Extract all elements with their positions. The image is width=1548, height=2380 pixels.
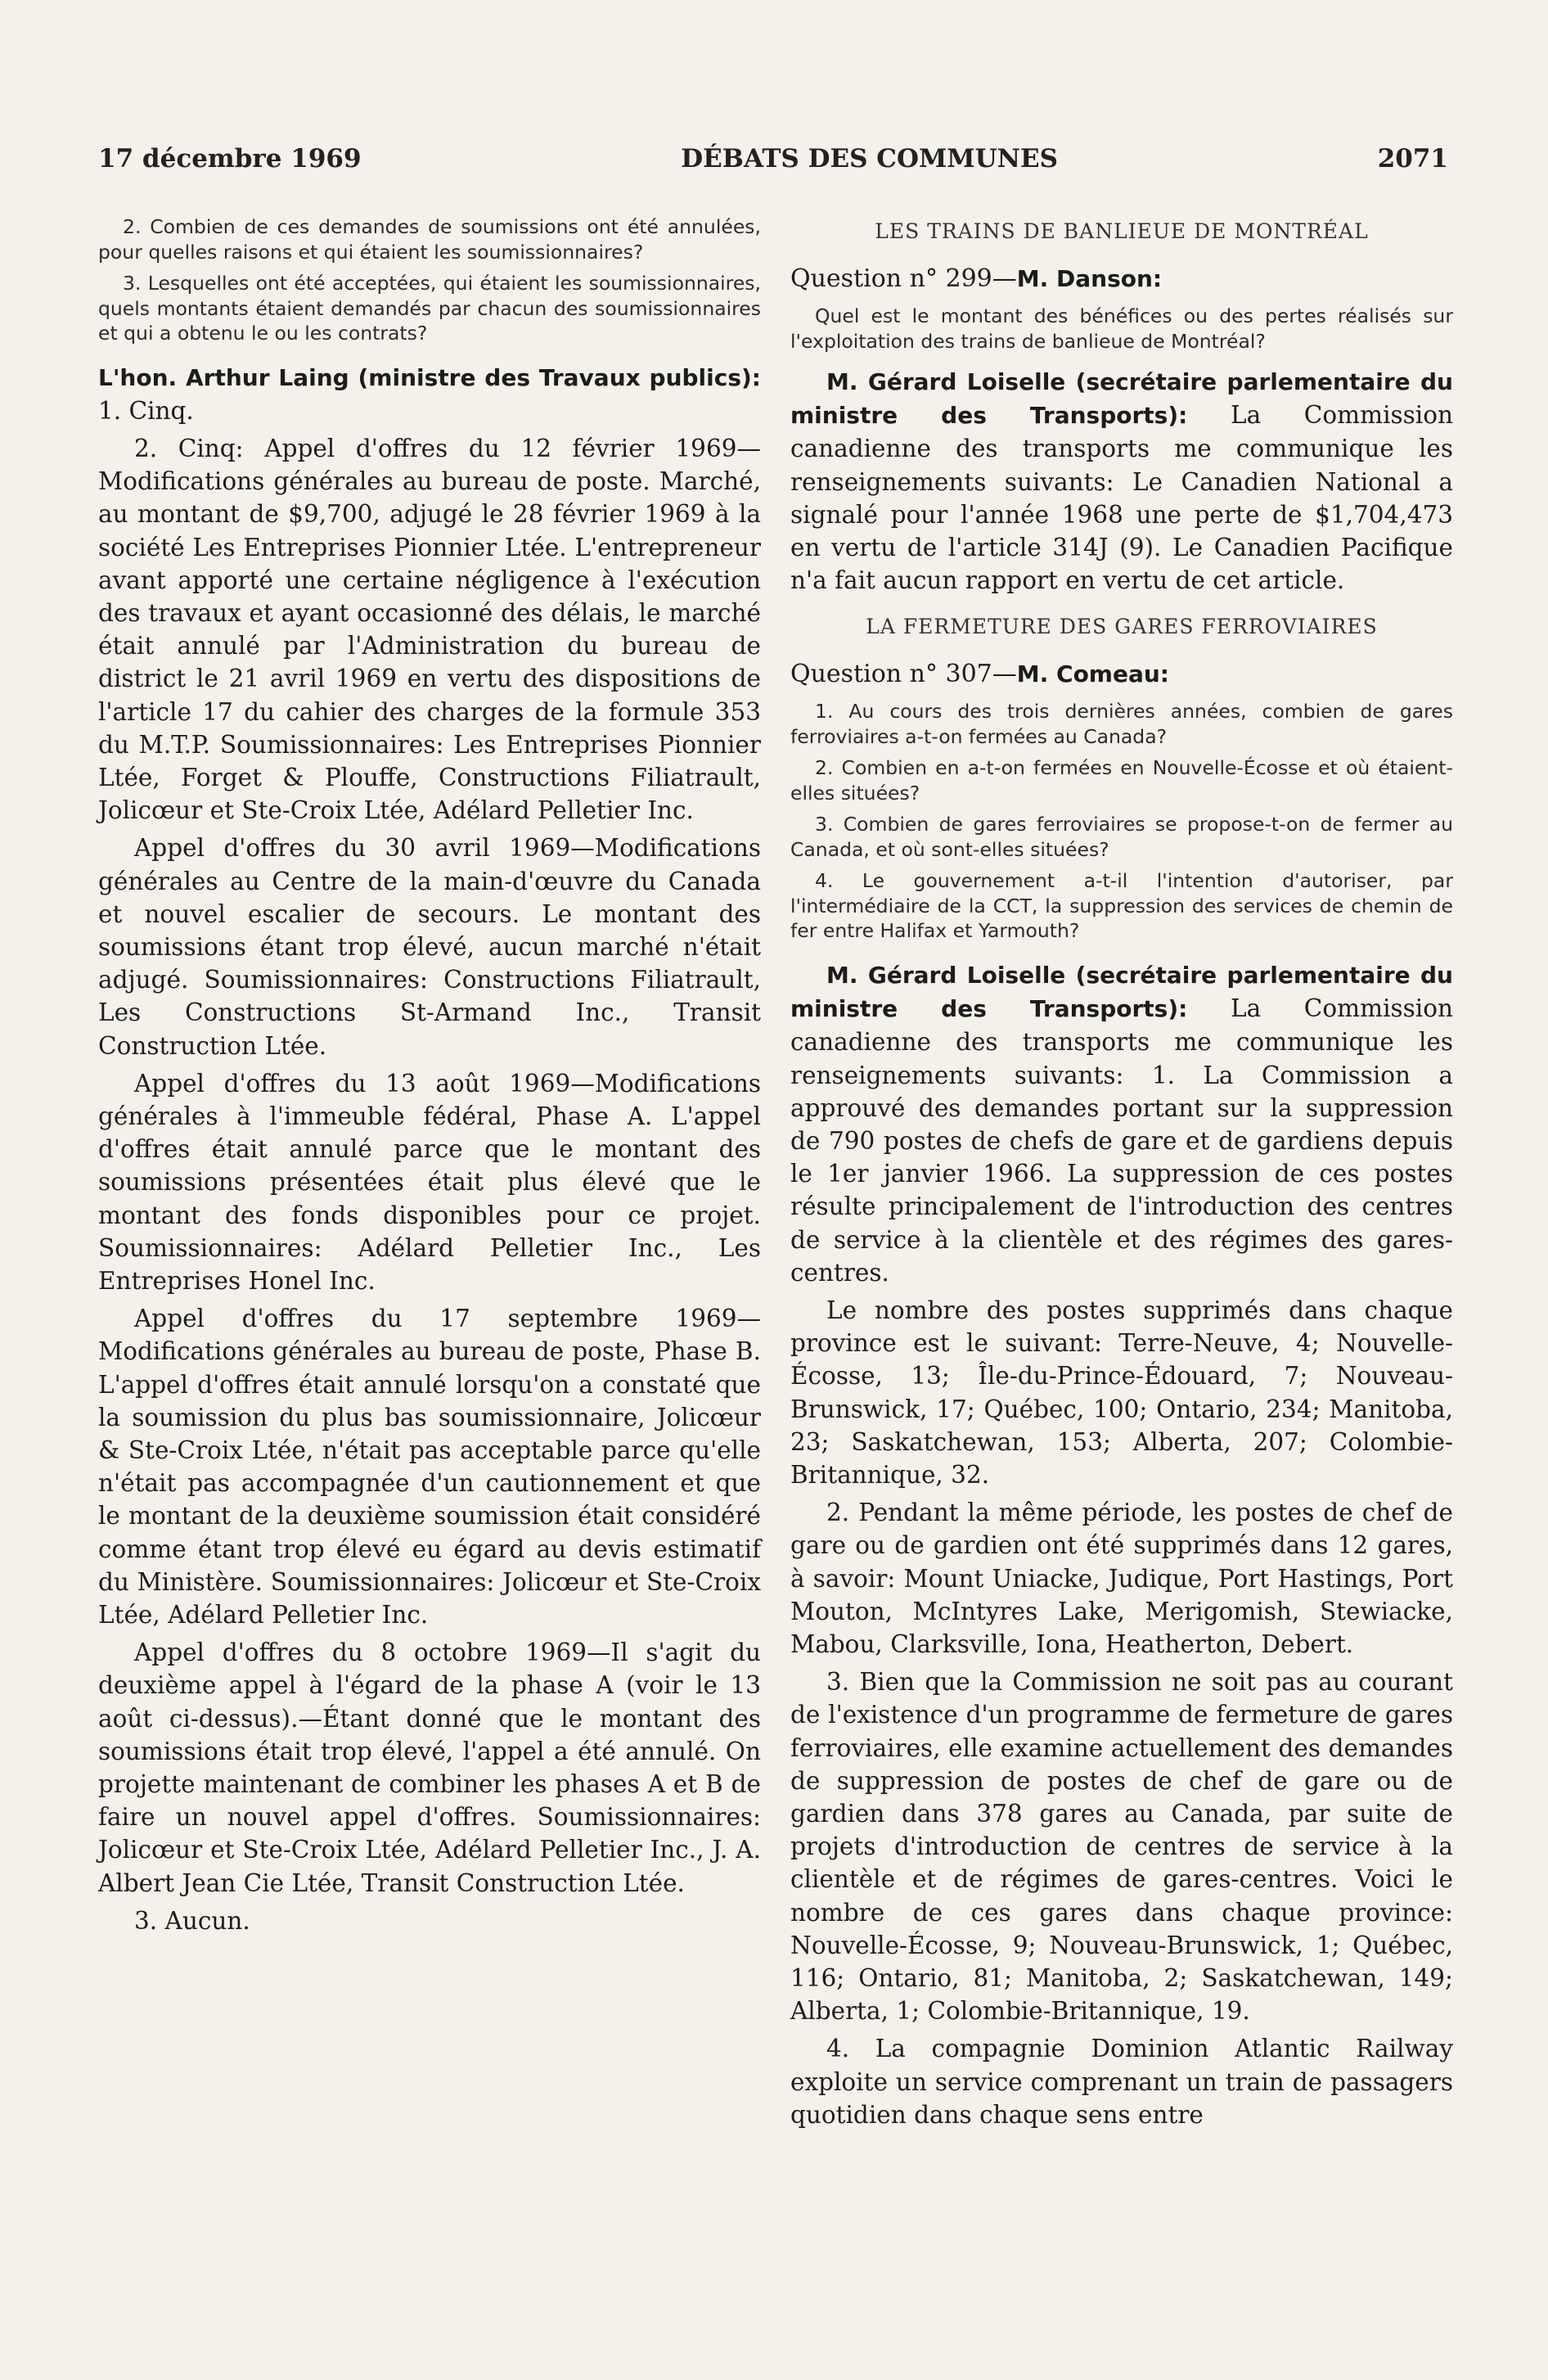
paragraph: 4. La compagnie Dominion Atlantic Railway exploite un service comprenant un train de passagers quotidien dans chaque sens entre [790, 2035, 1453, 2129]
paragraph: Le nombre des postes supprimés dans chaque province est le suivant: Terre-Neuve, 4; Nouvelle-Écosse, 13; Île-du-Prince-Édouard, 7; Nouveau-Brunswick, 17; Québec, 100; Ontario, 234; Manitoba, 23; Saskatchewan, 153; Alberta, 207; Colombie-Britannique, 32. [790, 1296, 1453, 1489]
paragraph: 3. Aucun. [134, 1906, 250, 1935]
paragraph: 2. Pendant la même période, les postes de chef de gare ou de gardien ont été supprimés dans 12 gares, à savoir: Mount Uniacke, Judique, Port Hastings, Port Mouton, McIntyres Lake, Merigomish, Stewiacke, Mabou, Clarksville, Iona, Heatherton, Debert. [790, 1499, 1453, 1658]
answer-laing [98, 361, 761, 427]
question-author: M. Comeau: [1016, 660, 1169, 688]
question-author: M. Danson: [1016, 265, 1163, 292]
answer-text: La Commission canadienne des transports me communique les renseignements suivants: Le Canadien National a signalé pour l'année 1968 une perte de $1,704,473 en vertu de l'article 314J (9). Le Canadien Pacifique n'a fait aucun rapport en vertu de cet article. [790, 401, 1453, 595]
section-heading: LES TRAINS DE BANLIEUE DE MONTRÉAL [875, 219, 1369, 243]
question-299-heading [790, 263, 1453, 295]
paragraph: Appel d'offres du 30 avril 1969—Modifications générales au Centre de la main-d'œuvre du Canada et nouvel escalier de secours. Le montant des soumissions étant trop élevé, aucun marché n'était adjugé. Soumissionnaires: Constructions Filiatrault, Les Constructions St-Armand Inc., Transit Construction Ltée. [98, 834, 761, 1060]
answer-laing-text: 1. Cinq. [98, 396, 194, 425]
page-header [98, 144, 1448, 185]
paragraph: Appel d'offres du 13 août 1969—Modifications générales à l'immeuble fédéral, Phase A. L'appel d'offres était annulé parce que le montant des soumissions présentées était plus élevé que le montant des fonds disponibles pour ce projet. Soumissionnaires: Adélard Pelletier Inc., Les Entreprises Honel Inc. [98, 1069, 761, 1295]
question-3: 3. Lesquelles ont été acceptées, qui étaient les soumissionnaires, quels montants étaient demandés par chacun des soumissionnaires et qui a obtenu le ou les contrats? [98, 272, 761, 345]
speaker-laing: L'hon. Arthur Laing (ministre des Travaux publics): [98, 363, 761, 391]
left-column [98, 214, 761, 1942]
answer-loiselle-2 [790, 958, 1453, 1289]
paragraph: Appel d'offres du 8 octobre 1969—Il s'agit du deuxième appel à l'égard de la phase A (voir le 13 août ci-dessus).—Étant donné que le montant des soumissions était trop élevé, l'appel a été annulé. On projette maintenant de combiner les phases A et B de faire un nouvel appel d'offres. Soumissionnaires: Jolicœur et Ste-Croix Ltée, Adélard Pelletier Inc., J. A. Albert Jean Cie Ltée, Transit Construction Ltée. [98, 1639, 761, 1897]
header-title: DÉBATS DES COMMUNES [681, 144, 1058, 174]
paragraph: 2. Cinq: Appel d'offres du 12 février 1969—Modifications générales au bureau de poste. Marché, au montant de $9,700, adjugé le 28 février 1969 à la société Les Entreprises Pionnier Ltée. L'entrepreneur avant apporté une certaine négligence à l'exécution des travaux et ayant occasionné des délais, le marché était annulé par l'Administration du bureau de district le 21 avril 1969 en vertu des dispositions de l'article 17 du cahier des charges de la formule 353 du M.T.P. Soumissionnaires: Les Entreprises Pionnier Ltée, Forget & Plouffe, Constructions Filiatrault, Jolicœur et Ste-Croix Ltée, Adélard Pelletier Inc. [98, 434, 761, 825]
question-307-3: 3. Combien de gares ferroviaires se propose-t-on de fermer au Canada, et où sont-elles situées? [790, 813, 1453, 861]
section-heading: LA FERMETURE DES GARES FERROVIAIRES [866, 615, 1378, 639]
answer-loiselle-1 [790, 365, 1453, 597]
question-307-heading [790, 658, 1453, 691]
question-299-text: Quel est le montant des bénéfices ou des pertes réalisés sur l'exploitation des trains de banlieue de Montréal? [790, 304, 1453, 353]
speaker-loiselle: M. Gérard Loiselle (secrétaire parlementaire du ministre des Transports): [790, 368, 1453, 430]
question-2: 2. Combien de ces demandes de soumissions ont été annulées, pour quelles raisons et qui étaient les soumissionnaires? [98, 215, 761, 264]
question-307-4: 4. Le gouvernement a-t-il l'intention d'autoriser, par l'intermédiaire de la CCT, la suppression des services de chemin de fer entre Halifax et Yarmouth? [790, 869, 1453, 943]
right-column [790, 214, 1453, 2136]
question-307-2: 2. Combien en a-t-on fermées en Nouvelle-Écosse et où étaient-elles situées? [790, 756, 1453, 805]
question-number: Question n° 299— [790, 264, 1017, 293]
speaker-loiselle: M. Gérard Loiselle (secrétaire parlementaire du ministre des Transports): [790, 961, 1453, 1023]
question-307-1: 1. Au cours des trois dernières années, combien de gares ferroviaires a-t-on fermées au Canada? [790, 700, 1453, 748]
answer-text: La Commission canadienne des transports me communique les renseignements suivants: 1. La Commission a approuvé des demandes portant sur la suppression de 790 postes de chefs de gare et de gardiens depuis le 1er janvier 1966. La suppression de ces postes résulte principalement de l'introduction des centres de service à la clientèle et des régimes des gares-centres. [790, 994, 1453, 1287]
paragraph: 3. Bien que la Commission ne soit pas au courant de l'existence d'un programme de fermeture de gares ferroviaires, elle examine actuellement des demandes de suppression de postes de chef de gare ou de gardien dans 378 gares au Canada, par suite de projets d'introduction de centres de service à la clientèle et de régimes de gares-centres. Voici le nombre de ces gares dans chaque province: Nouvelle-Écosse, 9; Nouveau-Brunswick, 1; Québec, 116; Ontario, 81; Manitoba, 2; Saskatchewan, 149; Alberta, 1; Colombie-Britannique, 19. [790, 1668, 1453, 2026]
paragraph: Appel d'offres du 17 septembre 1969—Modifications générales au bureau de poste, Phase B. L'appel d'offres était annulé lorsqu'on a constaté que la soumission du plus bas soumissionnaire, Jolicœur & Ste-Croix Ltée, n'était pas acceptable parce qu'elle n'était pas accompagnée d'un cautionnement et que le montant de la deuxième soumission était considéré comme étant trop élevé eu égard au devis estimatif du Ministère. Soumissionnaires: Jolicœur et Ste-Croix Ltée, Adélard Pelletier Inc. [98, 1305, 761, 1629]
page-number: 2071 [1377, 144, 1448, 174]
header-date: 17 décembre 1969 [98, 144, 362, 174]
question-number: Question n° 307— [790, 660, 1017, 689]
